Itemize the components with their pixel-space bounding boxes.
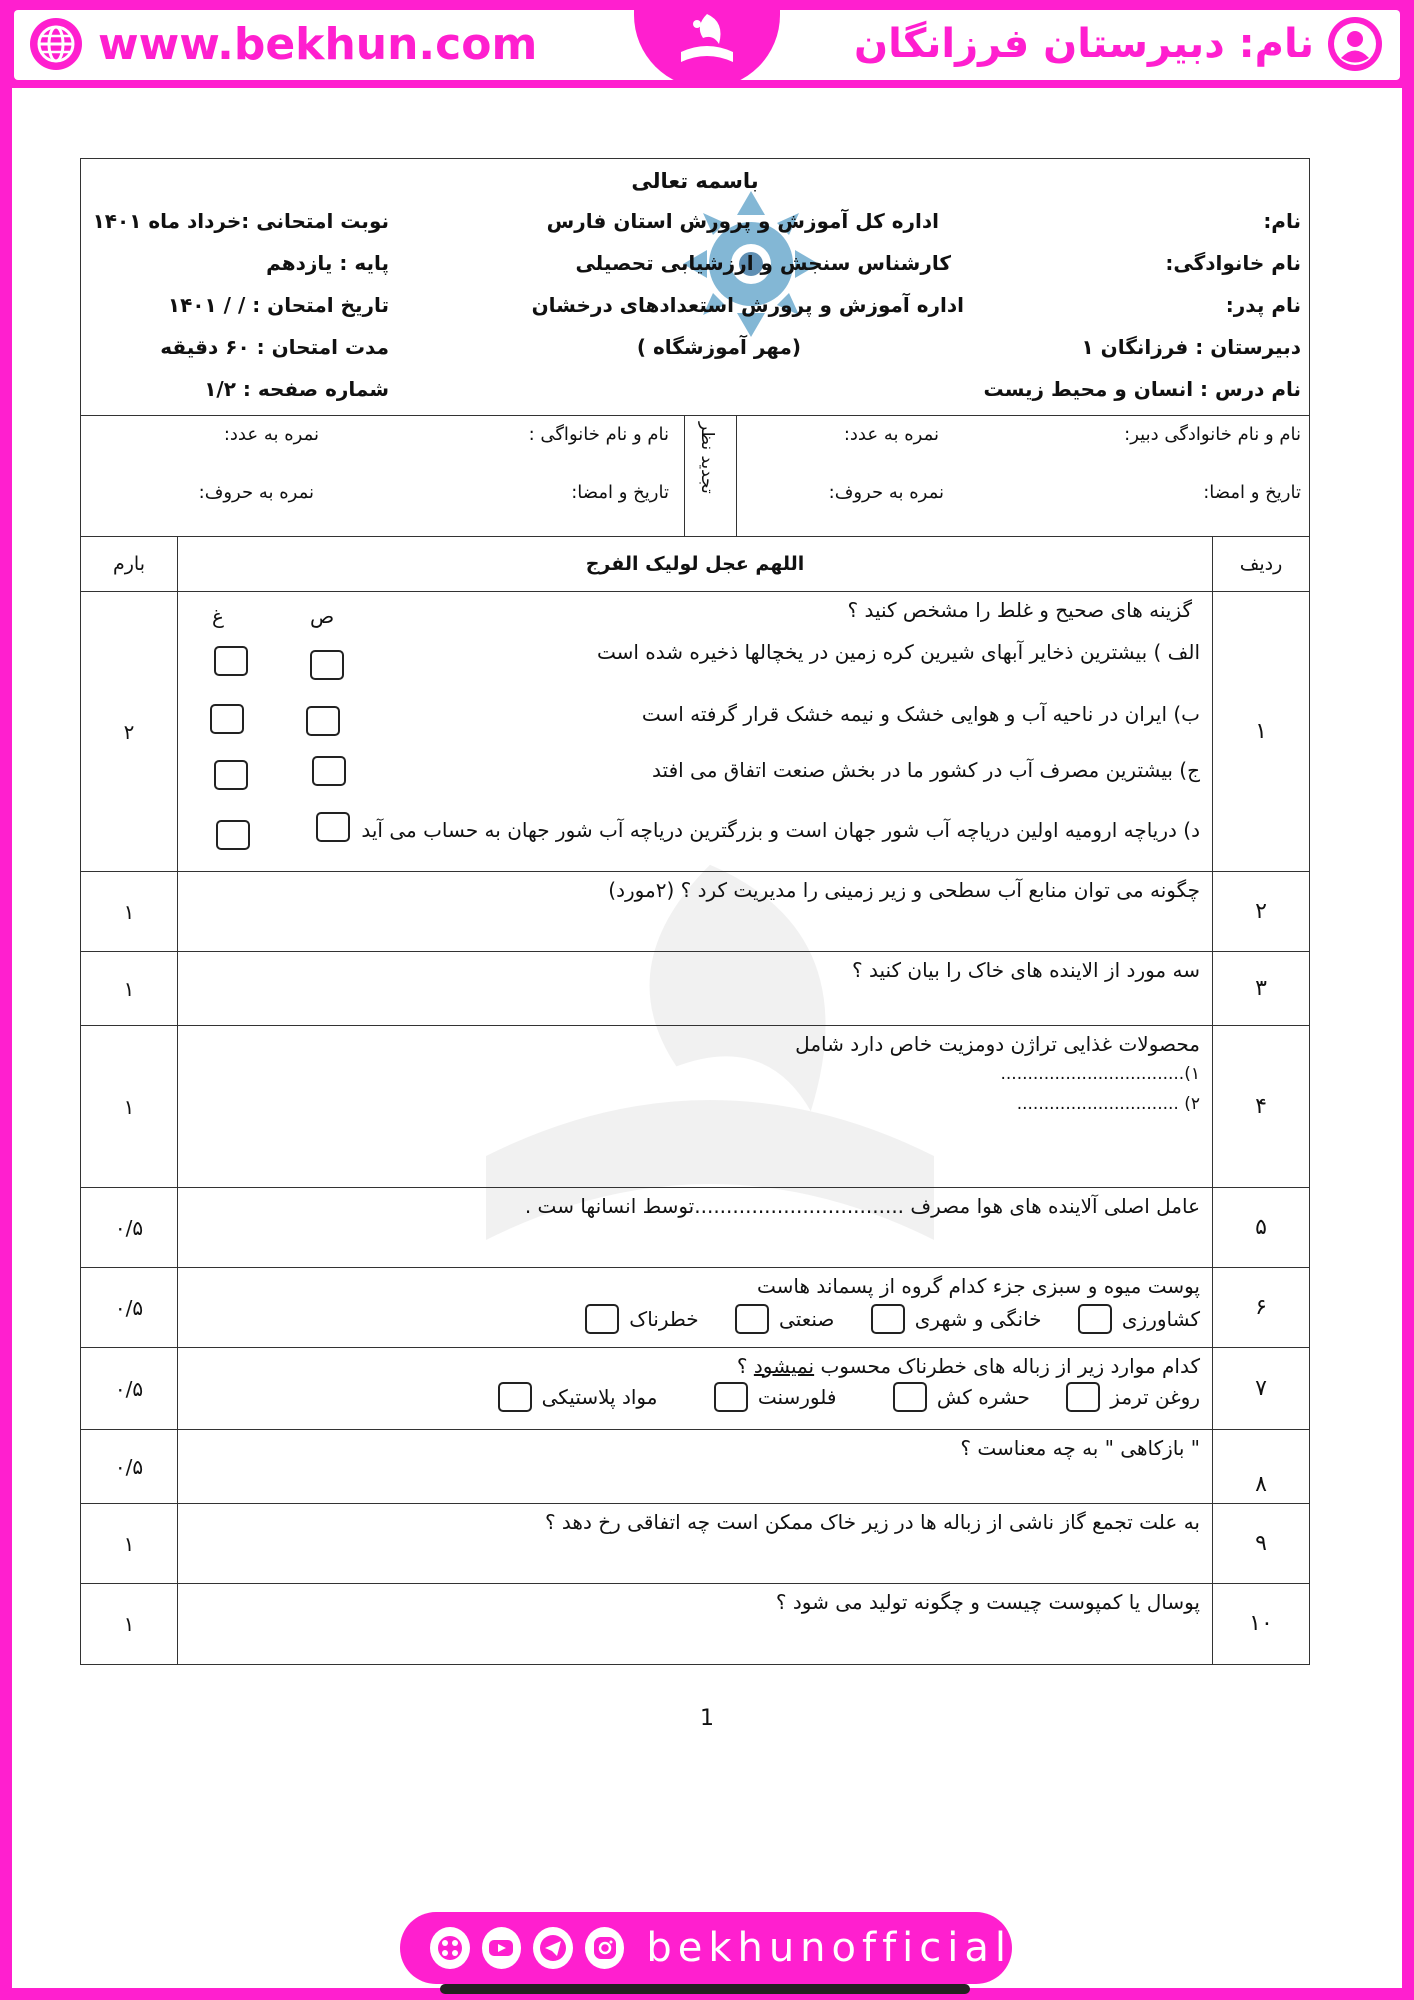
footer-shadow — [440, 1984, 970, 1994]
question-row-4 — [81, 1026, 1309, 1188]
aparat-icon[interactable] — [430, 1927, 470, 1969]
question-text: چگونه می توان منابع آب سطحی و زیر زمینی را مدیریت کرد ؟ (۲مورد) — [178, 872, 1213, 952]
table-header-row — [81, 537, 1309, 592]
question-text: عامل اصلی آلاینده های هوا مصرف .................................توسط انسانها ست . — [178, 1188, 1213, 1268]
statement-b: ب) ایران در ناحیه آب و هوایی خشک و نیمه خشک قرار گرفته است — [641, 702, 1200, 726]
question-number: ۳ — [1213, 952, 1310, 1026]
question-text: محصولات غذایی تراژن دومزیت خاص دارد شامل — [795, 1032, 1200, 1056]
checkbox[interactable] — [498, 1382, 532, 1412]
statement-a: الف ) بیشترین ذخایر آبهای شیرین کره زمین در یخچالها ذخیره شده است — [596, 640, 1200, 664]
true-checkbox-d[interactable] — [316, 812, 350, 842]
option-agriculture[interactable]: کشاورزی — [1078, 1304, 1200, 1334]
answer-line-2[interactable]: ۲) .............................. — [1016, 1094, 1200, 1114]
false-label: غ — [212, 604, 224, 628]
score-words-label: نمره به حروف: — [828, 482, 944, 503]
checkbox[interactable] — [1078, 1304, 1112, 1334]
question-body — [178, 1268, 1213, 1348]
question-text: پوست میوه و سبزی جزء کدام گروه از پسماند هاست — [756, 1274, 1200, 1298]
org-line-2: کارشناس سنجش و ارزشیابی تحصیلی — [575, 251, 951, 275]
question-number: ۸ — [1213, 1430, 1310, 1504]
true-checkbox-b[interactable] — [306, 706, 340, 736]
subject-label: نام درس : انسان و محیط زیست — [983, 377, 1301, 401]
checkbox[interactable] — [585, 1304, 619, 1334]
social-footer[interactable] — [400, 1912, 1012, 1984]
checkbox[interactable] — [1066, 1382, 1100, 1412]
question-score: ۰/۵ — [81, 1268, 178, 1348]
true-label: ص — [310, 604, 335, 628]
checkbox[interactable] — [871, 1304, 905, 1334]
review-label: تجدید نظر — [697, 422, 717, 494]
question-body — [178, 1026, 1213, 1188]
question-text: به علت تجمع گاز ناشی از زباله ها در زیر خاک ممکن است چه اتفاقی رخ دهد ؟ — [178, 1504, 1213, 1584]
student-name-label: نام: — [1263, 209, 1301, 233]
checkbox[interactable] — [735, 1304, 769, 1334]
org-line-1: اداره کل آموزش و پرورش استان فارس — [546, 209, 939, 233]
reviewer-date-sign-label: تاریخ و امضا: — [571, 482, 669, 503]
reviewer-score-words-label: نمره به حروف: — [198, 482, 314, 503]
youtube-icon[interactable] — [482, 1927, 522, 1969]
question-row-8 — [81, 1430, 1309, 1504]
exam-header — [81, 159, 1309, 416]
question-number: ۱ — [1213, 592, 1310, 872]
option-insecticide[interactable]: حشره کش — [893, 1382, 1030, 1412]
question-row-3 — [81, 952, 1309, 1026]
score-number-label: نمره به عدد: — [843, 424, 939, 445]
question-number: ۴ — [1213, 1026, 1310, 1188]
checkbox[interactable] — [893, 1382, 927, 1412]
option-industrial[interactable]: صنعتی — [735, 1304, 834, 1334]
telegram-icon[interactable] — [533, 1927, 573, 1969]
social-handle: bekhunofficial — [646, 1925, 1013, 1971]
question-row-5 — [81, 1188, 1309, 1268]
false-checkbox-c[interactable] — [214, 760, 248, 790]
exam-duration: مدت امتحان : ۶۰ دقیقه — [160, 335, 389, 359]
question-text: " بازکاهی " به چه معناست ؟ — [178, 1430, 1213, 1504]
checkbox[interactable] — [714, 1382, 748, 1412]
exam-turn: نوبت امتحانی :خرداد ماه ۱۴۰۱ — [92, 209, 389, 233]
question-score: ۰/۵ — [81, 1188, 178, 1268]
false-checkbox-b[interactable] — [210, 704, 244, 734]
exam-date: تاریخ امتحان : / / ۱۴۰۱ — [167, 293, 389, 317]
school-label: دبیرستان : فرزانگان ۱ — [1081, 335, 1301, 359]
user-icon — [1326, 15, 1384, 73]
questions-table — [81, 537, 1309, 1664]
reviewer-score-number-label: نمره به عدد: — [223, 424, 319, 445]
answer-line-1[interactable]: ۱).................................. — [1000, 1064, 1200, 1084]
statement-d: د) دریاچه ارومیه اولین دریاچه آب شور جهان است و بزرگترین دریاچه آب شور جهان به حساب می آید — [361, 818, 1200, 842]
teacher-name-label: نام و نام خانوادگی دبیر: — [1124, 424, 1301, 445]
statement-c: ج) بیشترین مصرف آب در کشور ما در بخش صنعت اتفاق می افتد — [652, 758, 1200, 782]
question-body — [178, 592, 1213, 872]
question-row-9 — [81, 1504, 1309, 1584]
question-text: سه مورد از الاینده های خاک را بیان کنید ؟ — [178, 952, 1213, 1026]
col-title-header: اللهم عجل لولیک الفرج — [178, 537, 1213, 592]
question-score: ۰/۵ — [81, 1430, 178, 1504]
col-row-header: ردیف — [1213, 537, 1310, 592]
website-text: www.bekhun.com — [98, 18, 538, 70]
question-score: ۱ — [81, 1026, 178, 1188]
page-count: شماره صفحه : ۱/۲ — [204, 377, 389, 401]
false-checkbox-d[interactable] — [216, 820, 250, 850]
option-plastic[interactable]: مواد پلاستیکی — [498, 1382, 658, 1412]
reviewer-name-label: نام و نام خانواگی : — [528, 424, 669, 445]
divider — [684, 416, 685, 536]
page-number: 1 — [700, 1706, 714, 1731]
website-link[interactable] — [28, 14, 537, 74]
false-checkbox-a[interactable] — [214, 646, 248, 676]
option-fluorescent[interactable]: فلورسنت — [714, 1382, 837, 1412]
option-household[interactable]: خانگی و شهری — [871, 1304, 1042, 1334]
exam-sheet — [80, 158, 1310, 1665]
question-score: ۱ — [81, 872, 178, 952]
question-number: ۷ — [1213, 1348, 1310, 1430]
question-number: ۱۰ — [1213, 1584, 1310, 1664]
question-score: ۱ — [81, 1504, 178, 1584]
question-row-7 — [81, 1348, 1309, 1430]
question-number: ۵ — [1213, 1188, 1310, 1268]
question-text: کدام موارد زیر از زباله های خطرناک محسوب نمیشود ؟ — [736, 1354, 1200, 1378]
question-row-1 — [81, 592, 1309, 872]
option-hazardous[interactable]: خطرناک — [585, 1304, 698, 1334]
true-checkbox-c[interactable] — [312, 756, 346, 786]
school-name-text: نام: دبیرستان فرزانگان — [853, 21, 1314, 67]
question-row-10 — [81, 1584, 1309, 1664]
school-name-header — [854, 14, 1384, 74]
instagram-icon[interactable] — [585, 1927, 625, 1969]
question-score: ۱ — [81, 1584, 178, 1664]
question-text: پوسال یا کمپوست چیست و چگونه تولید می شود ؟ — [178, 1584, 1213, 1664]
options-row — [190, 1382, 1200, 1412]
bismillah: باسمه تعالی — [631, 169, 759, 193]
question-row-6 — [81, 1268, 1309, 1348]
question-number: ۹ — [1213, 1504, 1310, 1584]
date-sign-label: تاریخ و امضا: — [1203, 482, 1301, 503]
options-row — [190, 1304, 1200, 1334]
book-logo-icon — [667, 4, 747, 84]
globe-icon — [28, 16, 84, 72]
question-row-2 — [81, 872, 1309, 952]
question-score: ۱ — [81, 952, 178, 1026]
signature-section — [81, 416, 1309, 537]
school-stamp: (مهر آموزشگاه ) — [636, 335, 801, 359]
true-checkbox-a[interactable] — [310, 650, 344, 680]
question-number: ۶ — [1213, 1268, 1310, 1348]
grade-label: پایه : یازدهم — [266, 251, 389, 275]
question-score: ۰/۵ — [81, 1348, 178, 1430]
option-brake-oil[interactable]: روغن ترمز — [1066, 1382, 1200, 1412]
father-name-label: نام پدر: — [1225, 293, 1301, 317]
org-line-3: اداره آموزش و پرورش استعدادهای درخشان — [531, 293, 964, 317]
divider — [736, 416, 737, 536]
question-number: ۲ — [1213, 872, 1310, 952]
question-body — [178, 1348, 1213, 1430]
question-text: گزینه های صحیح و غلط را مشخص کنید ؟ — [847, 598, 1192, 622]
family-name-label: نام خانوادگی: — [1165, 251, 1301, 275]
question-score: ۲ — [81, 592, 178, 872]
col-score-header: بارم — [112, 553, 146, 575]
underlined-word: نمیشود — [753, 1354, 815, 1378]
